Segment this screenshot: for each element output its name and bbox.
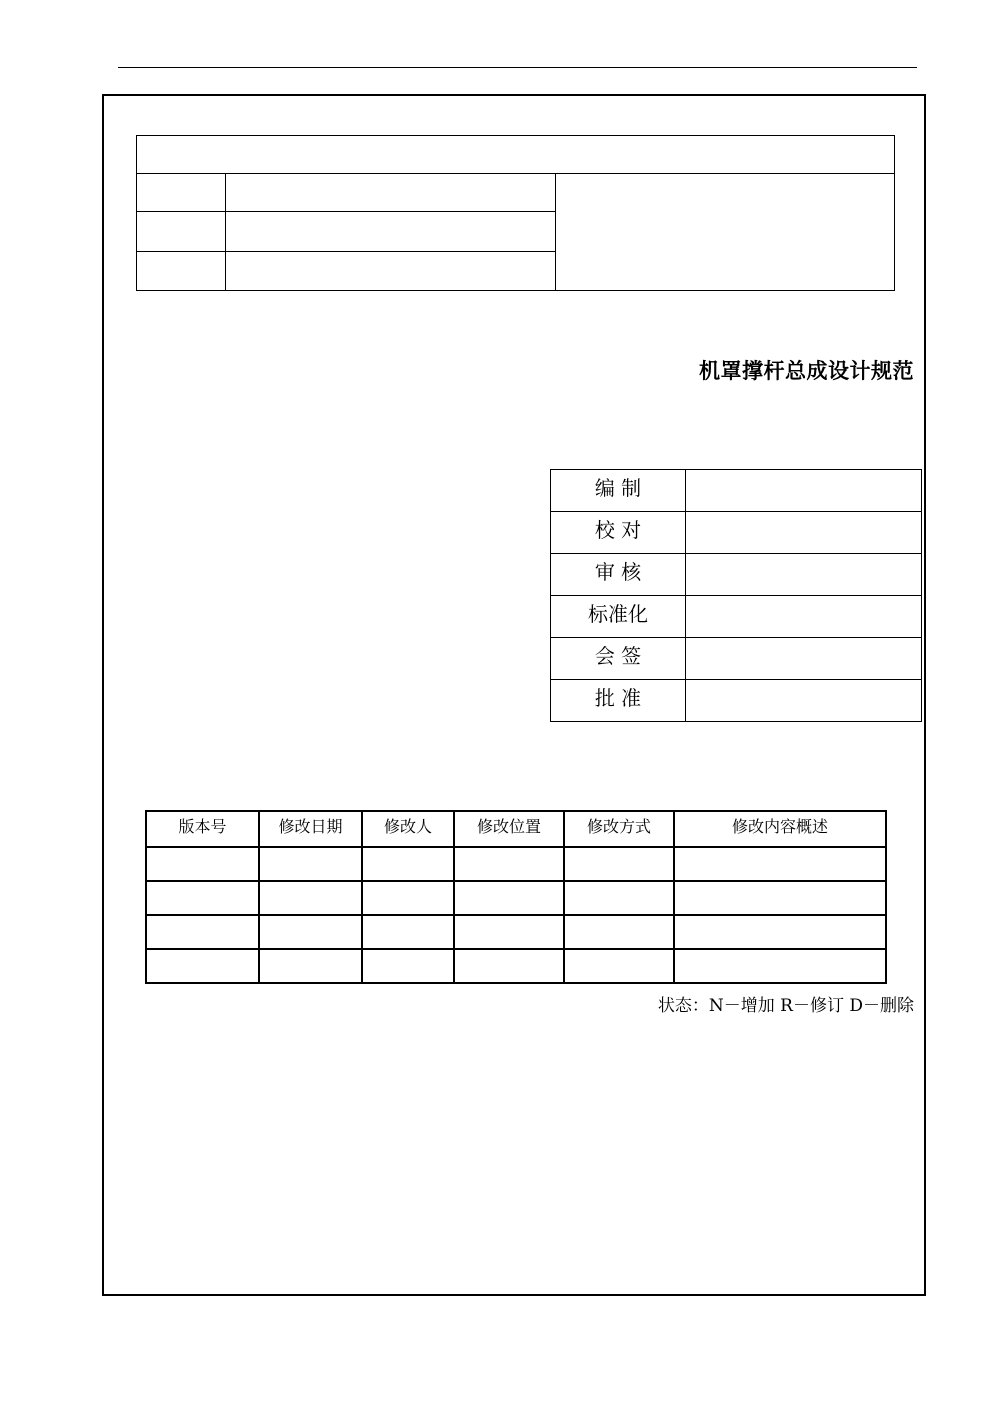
signature-row — [551, 470, 922, 512]
table-cell — [454, 915, 564, 949]
revision-header-location: 修改位置 — [454, 811, 564, 847]
signature-label: 标准化 — [551, 596, 686, 638]
table-row — [146, 847, 886, 881]
table-cell — [259, 847, 362, 881]
table-row — [146, 949, 886, 983]
signature-value — [686, 554, 922, 596]
signature-value — [686, 470, 922, 512]
signature-table — [550, 469, 922, 722]
revision-header-row — [146, 811, 886, 847]
revision-header-summary: 修改内容概述 — [674, 811, 886, 847]
table-row — [146, 881, 886, 915]
signature-row — [551, 596, 922, 638]
table-cell — [146, 881, 259, 915]
table-cell — [362, 915, 454, 949]
table-cell — [674, 881, 886, 915]
header-table-cell — [137, 174, 226, 212]
revision-header-version: 版本号 — [146, 811, 259, 847]
header-table-top-cell — [137, 136, 895, 174]
revision-header-author: 修改人 — [362, 811, 454, 847]
table-cell — [362, 949, 454, 983]
document-title: 机罩撑杆总成设计规范 — [699, 359, 914, 383]
table-cell — [454, 881, 564, 915]
signature-label: 编 制 — [551, 470, 686, 512]
table-cell — [564, 881, 674, 915]
signature-row — [551, 512, 922, 554]
revision-header-method: 修改方式 — [564, 811, 674, 847]
table-cell — [674, 915, 886, 949]
signature-label: 审 核 — [551, 554, 686, 596]
table-row — [146, 915, 886, 949]
revision-table — [145, 810, 887, 984]
header-table-cell — [226, 252, 556, 291]
table-cell — [362, 847, 454, 881]
revision-header-date: 修改日期 — [259, 811, 362, 847]
header-table-cell — [137, 212, 226, 252]
table-cell — [146, 949, 259, 983]
table-cell — [259, 881, 362, 915]
table-cell — [674, 949, 886, 983]
signature-row — [551, 638, 922, 680]
signature-value — [686, 596, 922, 638]
table-cell — [259, 915, 362, 949]
table-cell — [146, 847, 259, 881]
table-cell — [564, 847, 674, 881]
table-cell — [564, 915, 674, 949]
signature-value — [686, 638, 922, 680]
signature-value — [686, 512, 922, 554]
header-table-cell — [226, 174, 556, 212]
table-cell — [362, 881, 454, 915]
header-table-cell — [137, 252, 226, 291]
signature-label: 批 准 — [551, 680, 686, 722]
signature-label: 会 签 — [551, 638, 686, 680]
table-cell — [454, 949, 564, 983]
table-cell — [454, 847, 564, 881]
header-info-table — [136, 135, 895, 291]
status-legend: 状态：N－增加 R－修订 D－删除 — [657, 996, 914, 1016]
table-cell — [146, 915, 259, 949]
header-table-merged-cell — [556, 174, 895, 291]
header-table-cell — [226, 212, 556, 252]
top-rule — [118, 67, 917, 68]
signature-value — [686, 680, 922, 722]
signature-row — [551, 680, 922, 722]
table-cell — [259, 949, 362, 983]
table-cell — [674, 847, 886, 881]
signature-row — [551, 554, 922, 596]
signature-label: 校 对 — [551, 512, 686, 554]
table-cell — [564, 949, 674, 983]
